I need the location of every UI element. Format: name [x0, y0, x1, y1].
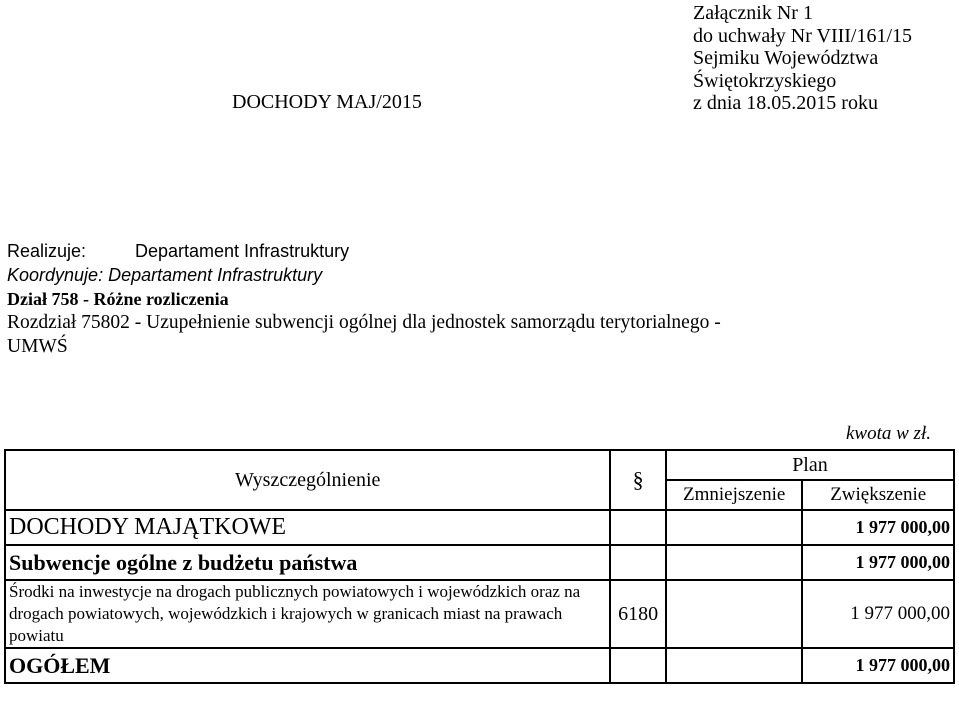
table-row-total	[5, 648, 954, 683]
annex-line: Świętokrzyskiego	[693, 69, 837, 92]
item-paragraph: 6180	[610, 580, 666, 648]
realizuje-value: Departament Infrastruktury	[135, 241, 350, 261]
rozdzial-line: Rozdział 75802 - Uzupełnienie subwencji ogólnej dla jednostek samorządu terytorialnego - UMWŚ	[7, 312, 721, 357]
total-label: OGÓŁEM	[5, 648, 610, 683]
section-increase: 1 977 000,00	[802, 510, 954, 545]
table-row-item	[5, 580, 954, 648]
total-increase: 1 977 000,00	[802, 648, 954, 683]
dzial-line: Dział 758 - Różne rozliczenia	[7, 289, 229, 309]
table-row-group	[5, 545, 954, 580]
header-paragraph: §	[610, 450, 666, 510]
group-paragraph	[610, 545, 666, 580]
item-label: Środki na inwestycje na drogach publicznych powiatowych i wojewódzkich oraz na drogach powiatowych, wojewódzkich i krajowych w granicach miast na prawach powiatu	[5, 580, 610, 648]
annex-line: do uchwały Nr VIII/161/15	[693, 24, 913, 47]
koordynuje-line: Koordynuje: Departament Infrastruktury	[7, 265, 323, 285]
section-paragraph	[610, 510, 666, 545]
group-label: Subwencje ogólne z budżetu państwa	[5, 545, 610, 580]
section-label: DOCHODY MAJĄTKOWE	[5, 510, 610, 545]
table-header-row	[5, 450, 954, 480]
header-description: Wyszczególnienie	[5, 450, 610, 510]
total-paragraph	[610, 648, 666, 683]
amount-unit: kwota w zł.	[846, 423, 931, 444]
group-decrease	[666, 545, 802, 580]
realizuje-label: Realizuje:	[7, 241, 87, 261]
annex-line: z dnia 18.05.2015 roku	[693, 92, 878, 115]
annex-line: Sejmiku Województwa	[693, 47, 879, 70]
annex-reference	[693, 2, 912, 115]
metadata-block	[7, 239, 767, 359]
header-plan: Plan	[666, 450, 954, 480]
section-decrease	[666, 510, 802, 545]
header-increase: Zwiększenie	[802, 480, 954, 510]
total-decrease	[666, 648, 802, 683]
income-table	[4, 449, 955, 684]
table-row-section	[5, 510, 954, 545]
group-increase: 1 977 000,00	[802, 545, 954, 580]
header-decrease: Zmniejszenie	[666, 480, 802, 510]
realizuje-line	[7, 239, 767, 263]
item-increase: 1 977 000,00	[802, 580, 954, 648]
annex-line: Załącznik Nr 1	[693, 2, 813, 24]
item-decrease	[666, 580, 802, 648]
document-title: DOCHODY MAJ/2015	[232, 91, 422, 113]
